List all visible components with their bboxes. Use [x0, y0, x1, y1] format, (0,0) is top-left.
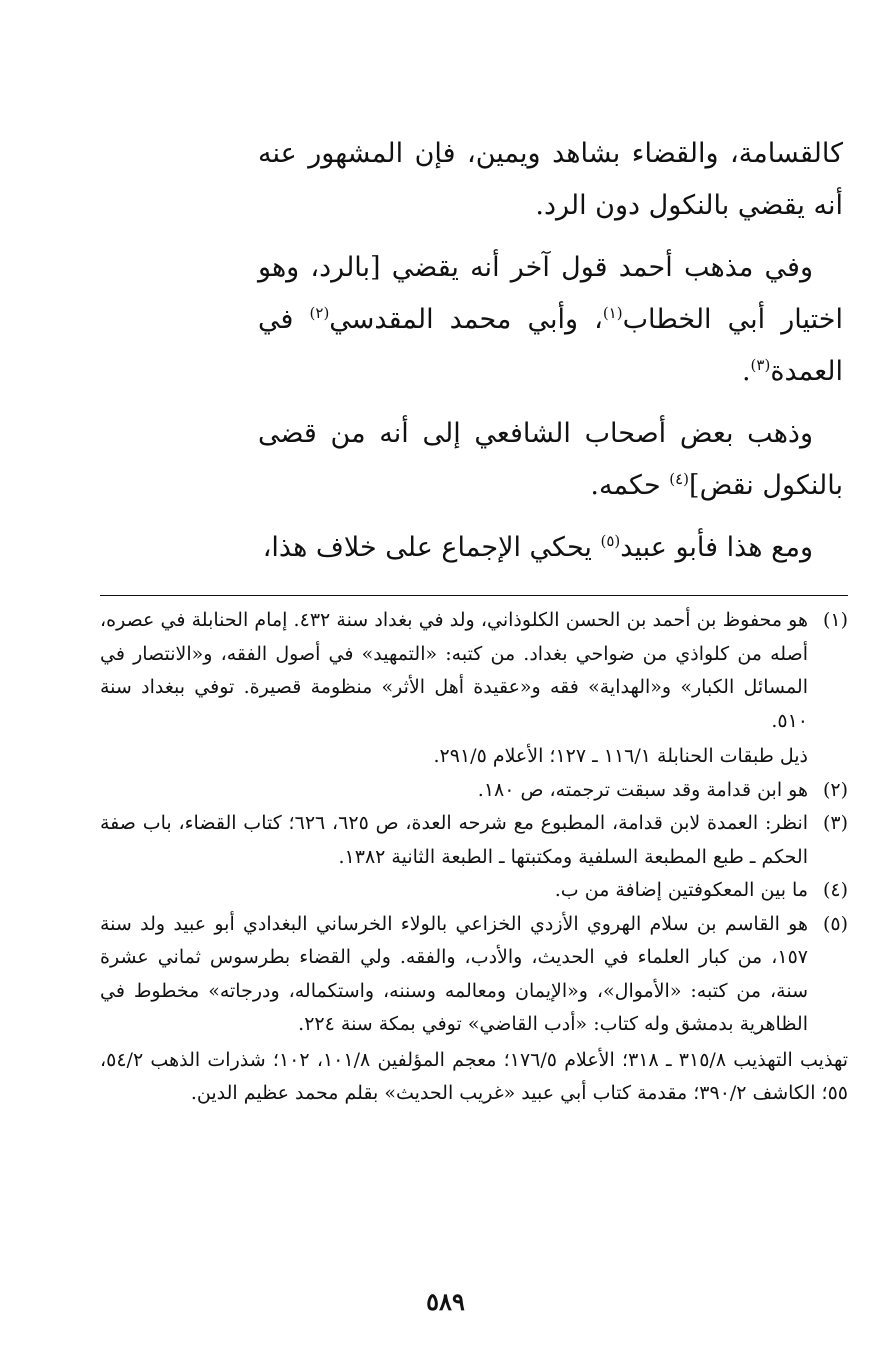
footnote-4 — [100, 874, 848, 908]
paragraph-4-part-a: ومع هذا فأبو عبيد — [620, 532, 813, 563]
footnote-2 — [100, 774, 848, 808]
footnote-separator — [100, 595, 848, 596]
paragraph-2-part-b: ، وأبي محمد المقدسي — [329, 304, 603, 335]
footnote-ref-5[interactable]: (٥) — [600, 532, 621, 550]
footnote-number-3: (٣) — [822, 812, 848, 834]
page-number: ٥٨٩ — [426, 1287, 465, 1316]
paragraph-4-part-b: يحكي الإجماع على خلاف هذا، — [262, 532, 601, 563]
footnote-text-4: ما بين المعكوفتين إضافة من ب. — [554, 879, 808, 901]
footnote-body-3 — [100, 807, 808, 874]
footnote-body-5 — [100, 908, 808, 1042]
footnote-text-5: هو القاسم بن سلام الهروي الأزدي الخزاعي بالولاء الخرساني البغدادي أبو عبيد ولد سنة ١٥٧، من كبار العلماء في الحديث، والأدب، والفقه. ولي القضاء بطرسوس ثماني عشرة سنة، من كتبه: «الأموال»، و«الإيمان ومعالمه وسننه، واستكماله، ودرجاته» مخطوط في الظاهرية بدمشق وله كتاب: «أدب القاضي» توفي بمكة سنة ٢٢٤. — [100, 912, 808, 1035]
paragraph-2 — [258, 242, 843, 398]
footnote-5-sources: تهذيب التهذيب ٣١٥/٨ ـ ٣١٨؛ الأعلام ١٧٦/٥؛ معجم المؤلفين ١٠١/٨، ١٠٢؛ شذرات الذهب ٥٤/٢، ٥٥؛ الكاشف ٣٩٠/٢؛ مقدمة كتاب أبي عبيد «غريب الحديث» بقلم محمد عظيم الدين. — [100, 1048, 848, 1104]
footnote-ref-1[interactable]: (١) — [602, 304, 623, 322]
footnote-5 — [100, 908, 848, 1042]
footnote-body-1 — [100, 604, 808, 774]
footnote-body-4 — [100, 874, 808, 908]
footnote-text-2: هو ابن قدامة وقد سبقت ترجمته، ص ١٨٠. — [477, 778, 808, 801]
footnote-ref-4[interactable]: (٤) — [669, 470, 690, 488]
paragraph-2-part-c: في العمدة — [258, 304, 843, 387]
footnote-ref-3[interactable]: (٣) — [750, 356, 771, 374]
paragraph-4 — [258, 522, 843, 574]
footnote-number-1: (١) — [822, 609, 848, 631]
footnote-text-1: هو محفوظ بن أحمد بن الحسن الكلوذاني، ولد في بغداد سنة ٤٣٢. إمام الحنابلة في عصره، أصله من كلواذي من ضواحي بغداد. من كتبه: «التمهيد» في أصول الفقه، و«الانتصار في المسائل الكبار» و«الهداية» فقه و«عقيدة أهل الأثر» منظومة قصيرة. توفي ببغداد سنة ٥١٠. — [100, 609, 808, 732]
footnote-ref-2[interactable]: (٢) — [309, 304, 330, 322]
paragraph-3 — [258, 408, 843, 512]
paragraph-1: كالقسامة، والقضاء بشاهد ويمين، فإن المشهور عنه أنه يقضي بالنكول دون الرد. — [258, 138, 843, 221]
paragraph-3-part-a: وذهب بعض أصحاب الشافعي إلى أنه من قضى بالنكول نقض] — [258, 418, 843, 501]
footnote-source-1: ذيل طبقات الحنابلة ١١٦/١ ـ ١٢٧؛ الأعلام ٢٩١/٥. — [433, 745, 808, 767]
footnote-text-3: انظر: العمدة لابن قدامة، المطبوع مع شرحه العدة، ص ٦٢٥، ٦٢٦؛ كتاب القضاء، باب صفة الحكم ـ طبع المطبعة السلفية ومكتبتها ـ الطبعة الثانية ١٣٨٢. — [100, 812, 809, 868]
footnote-3 — [100, 807, 848, 874]
paragraph-2-part-d: . — [741, 356, 751, 387]
footnote-body-2 — [100, 774, 808, 808]
paragraph-3-part-b: حكمه. — [590, 470, 670, 501]
footnote-1 — [100, 604, 848, 774]
footnote-number-4: (٤) — [822, 879, 848, 901]
paragraph-2-part-a: وفي مذهب أحمد قول آخر أنه يقضي [بالرد، وهو اختيار أبي الخطاب — [258, 252, 843, 335]
footnote-number-2: (٢) — [822, 778, 848, 801]
main-text — [258, 128, 843, 574]
footnotes-section — [100, 604, 848, 1111]
footnote-number-5: (٥) — [822, 912, 848, 935]
